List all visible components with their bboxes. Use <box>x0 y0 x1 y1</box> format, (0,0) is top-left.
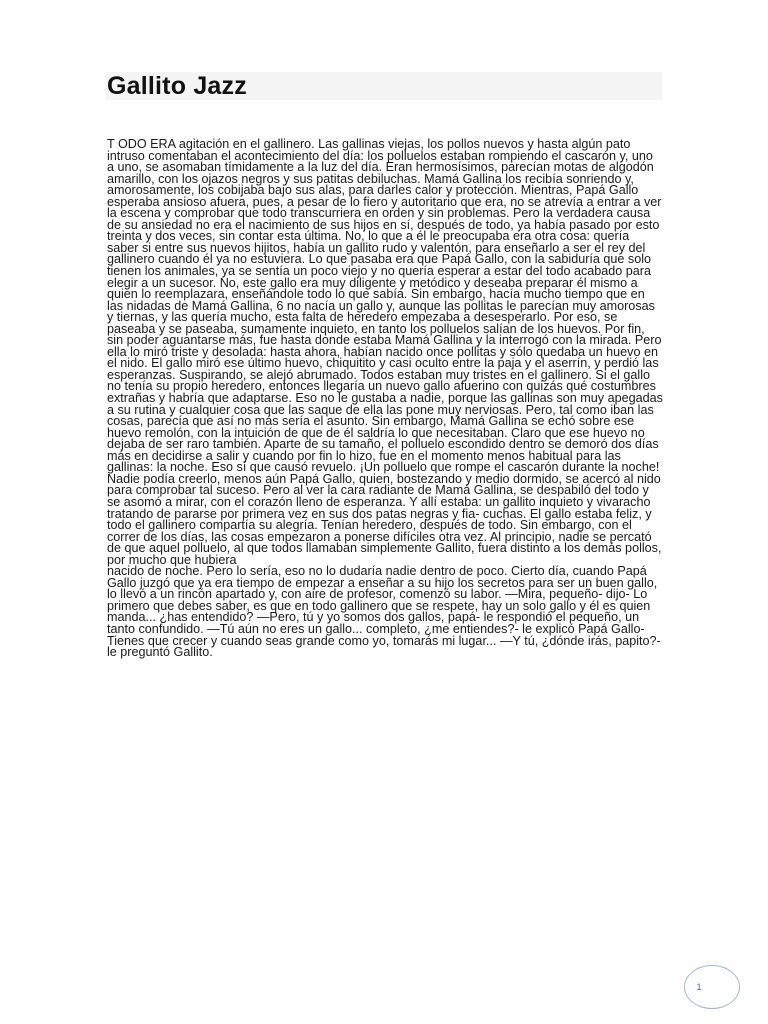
page-number-badge <box>684 965 740 1009</box>
document-title: Gallito Jazz <box>107 72 247 100</box>
page-number: 1 <box>696 982 702 992</box>
story-paragraph: T ODO ERA agitación en el gallinero. Las gallinas viejas, los pollos nuevos y hasta algún pato intruso comentaban el acontecimiento del día: los polluelos estaban rompiendo el cascarón y, uno a uno, se asomaban tímidamente a la luz del día. Eran hermosísimos, parecían motas de algodón amarillo, con los ojazos negros y sus patitas debiluchas. Mamá Gallina los recibía sonriendo y, amorosamente, los cobijaba bajo sus alas, para darles calor y protección. Mientras, Papá Gallo esperaba ansioso afuera, pues, a pesar de lo fiero y autoritario que era, no se atrevía a entrar a ver la escena y comprobar que todo transcurriera en orden y sin problemas. Pero la verdadera causa de su ansiedad no era el nacimiento de sus hijos en sí, después de todo, ya había pasado por esto treinta y dos veces, sin contar esta última. No, lo que a él le preocupaba era otra cosa: quería saber si entre sus nuevos hijitos, había un gallito rudo y valentón, para enseñarlo a ser el rey del gallinero cuando él ya no estuviera. Lo que pasaba era que Papá Gallo, con la sabiduría que solo tienen los animales, ya se sentía un poco viejo y no quería esperar a estar del todo acabado para elegir a un sucesor. No, este gallo era muy diligente y metódico y deseaba preparar él mismo a quien lo reemplazara, enseñándole todo lo que sabía. Sin embargo, hacía mucho tiempo que en las nidadas de Mamá Gallina, 6 no nacía un gallo y, aunque las pollitas le parecían muy amorosas y tiernas, y las quería mucho, esta falta de heredero empezaba a desesperarlo. Por eso, se paseaba y se paseaba, sumamente inquieto, en tanto los polluelos salían de los huevos. Por fin, sin poder aguantarse más, fue hasta donde estaba Mamá Gallina y la interrogó con la mirada. Pero ella lo miró triste y desolada: hasta ahora, habían nacido once pollitas y sólo quedaba un huevo en el nido. El gallo miró ese último huevo, chiquitito y casi oculto entre la paja y el aserrín, y perdió las esperanzas. Suspirando, se alejó abrumado. Todos estaban muy tristes en el gallinero. Si el gallo no tenía su propio heredero, entonces llegaría un nuevo gallo afuerino con quizás qué costumbres extrañas y habría que adaptarse. Eso no le gustaba a nadie, porque las gallinas son muy apegadas a su rutina y cualquier cosa que las saque de ella las pone muy nerviosas. Pero, tal como iban las cosas, parecía que así no más sería el asunto. Sin embargo, Mamá Gallina se echó sobre ese huevo remolón, con la intuición de que de él saldría lo que necesitaban. Claro que ese huevo no dejaba de ser raro también. Aparte de su tamaño, el polluelo escondido dentro se demoró dos días más en decidirse a salir y cuando por fin lo hizo, fue en el momento menos habitual para las gallinas: la noche. Eso sí que causó revuelo. ¡Un polluelo que rompe el cascarón durante la noche! Nadie podía creerlo, menos aún Papá Gallo, quien, bostezando y medio dormido, se acercó al nido para comprobar tal suceso. Pero al ver la cara radiante de Mamá Gallina, se despabiló del todo y se asomó a mirar, con el corazón lleno de esperanza. Y allí estaba: un gallito inquieto y vivaracho tratando de pararse por primera vez en sus dos patas negras y fia- cuchas. El gallo estaba feliz, y todo el gallinero compartía su alegría. Tenían heredero, después de todo. Sin embargo, con el correr de los días, las cosas empezaron a ponerse difíciles otra vez. Al principio, nadie se percató de que aquel polluelo, al que todos llamaban simplemente Gallito, fuera distinto a los demás pollos, por mucho que hubiera <box>107 137 663 567</box>
story-body <box>107 139 663 659</box>
story-paragraph: nacido de noche. Pero lo sería, eso no lo dudaría nadie dentro de poco. Cierto día, cuando Papá Gallo juzgó que ya era tiempo de empezar a enseñar a su hijo los secretos para ser un buen gallo, lo llevó a un rincón apartado y, con aire de profesor, comenzó su labor. —Mira, pequeño- dijo- Lo primero que debes saber, es que en todo gallinero que se respete, hay un solo gallo y él es quien manda... ¿has entendido? —Pero, tú y yo somos dos gallos, papá- le respondió el pequeño, un tanto confundido. —Tú aún no eres un gallo... completo, ¿me entiendes?- le explicó Papá Gallo- Tienes que crecer y cuando seas grande como yo, tomarás mi lugar... —Y tú, ¿dónde irás, papito?- le preguntó Gallito. <box>107 564 661 660</box>
